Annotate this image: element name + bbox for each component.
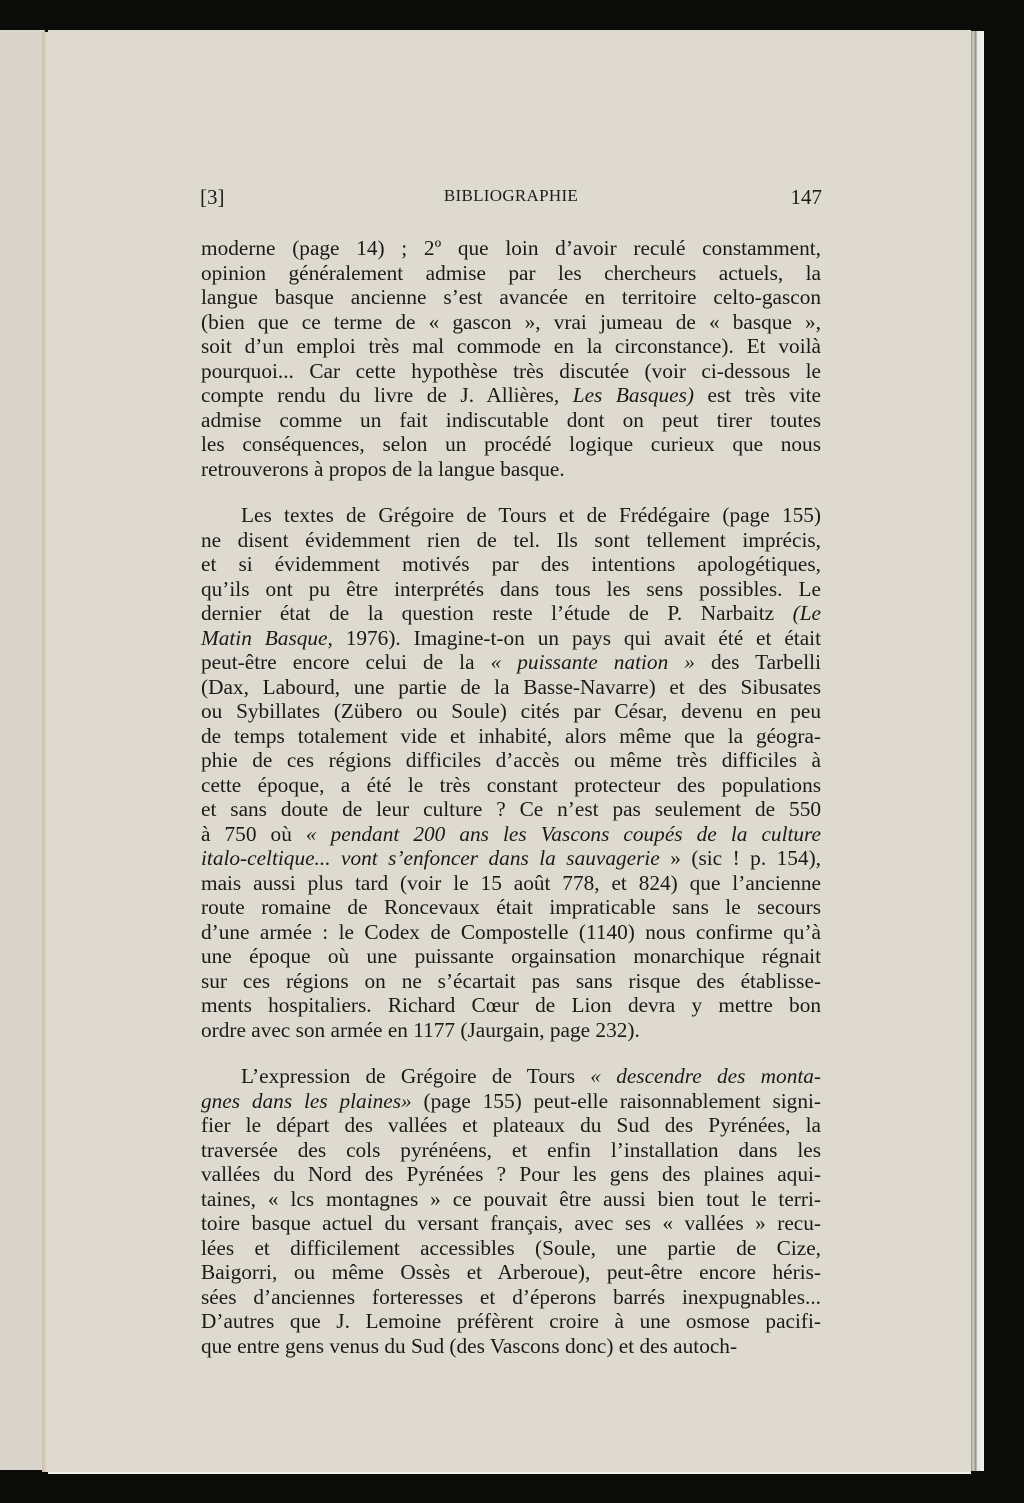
text-line [201,920,821,945]
text-run: traversée des cols pyrénéens, et enfin l’installation dans les [201,1137,821,1162]
text-run: » (sic ! p. 154), [659,846,821,870]
paragraph [201,1064,821,1358]
text-run: cette époque, a été le très constant protecteur des populations [201,772,821,797]
page-stack-edge [971,31,984,1471]
text-run: compte rendu du livre de J. Allières, [201,383,573,407]
text-line [201,1064,821,1089]
text-line [201,432,821,457]
text-run: langue basque ancienne s’est avancée en territoire celto-gascon [201,285,821,309]
text-line [201,650,821,675]
italic-text: gnes dans les plaines» [201,1088,412,1113]
text-run: toire basque actuel du versant français, avec ses « vallées » recu- [201,1211,821,1235]
text-run: L’expression de Grégoire de Tours [241,1064,591,1088]
text-line [201,1334,821,1359]
text-run: qu’ils ont pu être interprétés dans tous les sens possibles. Le [201,576,821,601]
text-run: soit d’un emploi très mal commode en la circonstance). Et voilà [201,334,821,358]
text-run: vallées du Nord des Pyrénées ? Pour les gens des plaines aqui- [201,1162,821,1186]
italic-text: « pendant 200 ans les Vascons coupés de la culture [305,821,821,846]
italic-text: (Le [792,601,821,625]
text-run: (bien que ce terme de « gascon », vrai jumeau de « basque », [201,309,821,334]
text-run: retrouverons à propos de la langue basque. [201,456,565,481]
italic-text: « puissante nation » [490,650,695,674]
italic-text: italo-celtique... vont s’enfoncer dans la sauvagerie [201,846,660,870]
text-run: pourquoi... Car cette hypothèse très discutée (voir ci-dessous le [201,358,821,383]
italic-text: « descendre des monta- [590,1064,821,1088]
text-run: fier le départ des vallées et plateaux du Sud des Pyrénées, la [201,1113,821,1137]
text-run: à 750 où [201,821,306,846]
text-line [201,1138,821,1163]
paragraph [201,236,821,481]
text-run: D’autres que J. Lemoine préfèrent croire à une osmose pacifi- [201,1309,821,1333]
text-line [201,895,821,920]
text-run: (page 155) peut-elle raisonnablement signi- [411,1088,821,1113]
running-head [200,182,822,212]
text-line [201,1211,821,1236]
text-run: d’une armée : le Codex de Compostelle (1140) nous confirme qu’à [201,919,821,944]
text-line [201,503,821,528]
text-run: les conséquences, selon un procédé logique curieux que nous [201,432,821,456]
text-line [201,528,821,553]
text-run: des Tarbelli [694,650,821,674]
text-line [201,1309,821,1334]
text-line [201,601,821,626]
text-run: moderne (page 14) ; 2º que loin d’avoir reculé constamment, [201,236,821,260]
text-line [201,675,821,700]
page-number: 147 [790,185,822,209]
running-title: BIBLIOGRAPHIE [443,186,579,205]
text-line [201,261,821,286]
text-run: de temps totalement vide et inhabité, alors même que la géogra- [201,723,821,748]
text-line [201,285,821,310]
paragraph [201,503,821,1042]
text-run: lées et difficilement accessibles (Soule, une partie de Cize, [201,1235,821,1260]
text-run: ou Sybillates (Zübero ou Soule) cités par César, devenu en peu [201,699,821,723]
text-run: phie de ces régions difficiles d’accès ou même très difficiles à [201,748,821,772]
text-line [201,383,821,408]
text-line [201,822,821,847]
text-run: et sans doute de leur culture ? Ce n’est pas seulement de 550 [201,797,821,821]
text-line [201,797,821,822]
text-run: Les textes de Grégoire de Tours et de Frédégaire (page 155) [241,503,821,527]
text-line [201,359,821,384]
text-run: ne disent évidemment rien de tel. Ils sont tellement imprécis, [201,527,821,552]
text-line [201,846,821,871]
facing-page-edge [0,30,45,1470]
text-run: taines, « lcs montagnes » ce pouvait être aussi bien tout le terri- [201,1186,821,1211]
body-text [201,236,821,1358]
text-run: que entre gens venus du Sud (des Vascons donc) et des autoch- [201,1333,738,1358]
text-line [201,1113,821,1138]
italic-text: Matin Basque, [201,625,333,650]
text-run: ments hospitaliers. Richard Cœur de Lion devra y mettre bon [201,993,821,1017]
text-line [201,626,821,651]
text-run: 1976). Imagine-t-on un pays qui avait été et était [332,625,821,650]
text-line [201,773,821,798]
text-run: est très vite [693,383,822,407]
text-line [201,1187,821,1212]
section-number: [3] [200,185,225,209]
text-run: mais aussi plus tard (voir le 15 août 778, et 824) que l’ancienne [201,870,821,895]
text-line [201,408,821,433]
text-run: une époque où une puissante orgainsation monarchique régnait [201,944,821,968]
text-run: peut-être encore celui de la [201,650,491,674]
text-run: route romaine de Roncevaux était impraticable sans le secours [201,895,821,919]
text-line [201,310,821,335]
text-line [201,457,821,482]
text-run: sées d’anciennes forteresses et d’éperons barrés inexpugnables... [201,1284,821,1309]
text-line [201,969,821,994]
text-line [201,993,821,1018]
text-run: opinion généralement admise par les chercheurs actuels, la [201,260,821,285]
text-run: Baigorri, ou même Ossès et Arberoue), peut-être encore héris- [201,1260,821,1284]
text-line [201,871,821,896]
text-run: admise comme un fait indiscutable dont on peut tirer toutes [201,407,821,432]
text-line [201,724,821,749]
text-line [201,1089,821,1114]
text-line [201,699,821,724]
text-run: dernier état de la question reste l’étude de P. Narbaitz [201,601,793,625]
text-run: sur ces régions on ne s’écartait pas sans risque des établisse- [201,968,821,993]
text-line [201,552,821,577]
text-run: (Dax, Labourd, une partie de la Basse-Navarre) et des Sibusates [201,674,821,699]
text-run: et si évidemment motivés par des intentions apologétiques, [201,552,821,576]
text-line [201,236,821,261]
text-line [201,1018,821,1043]
text-line [201,1285,821,1310]
text-line [201,944,821,969]
text-line [201,748,821,773]
text-line [201,1162,821,1187]
text-run: ordre avec son armée en 1177 (Jaurgain, page 232). [201,1017,640,1042]
text-line [201,334,821,359]
italic-text: Les Basques) [572,383,694,407]
text-line [201,1260,821,1285]
text-line [201,1236,821,1261]
text-line [201,577,821,602]
